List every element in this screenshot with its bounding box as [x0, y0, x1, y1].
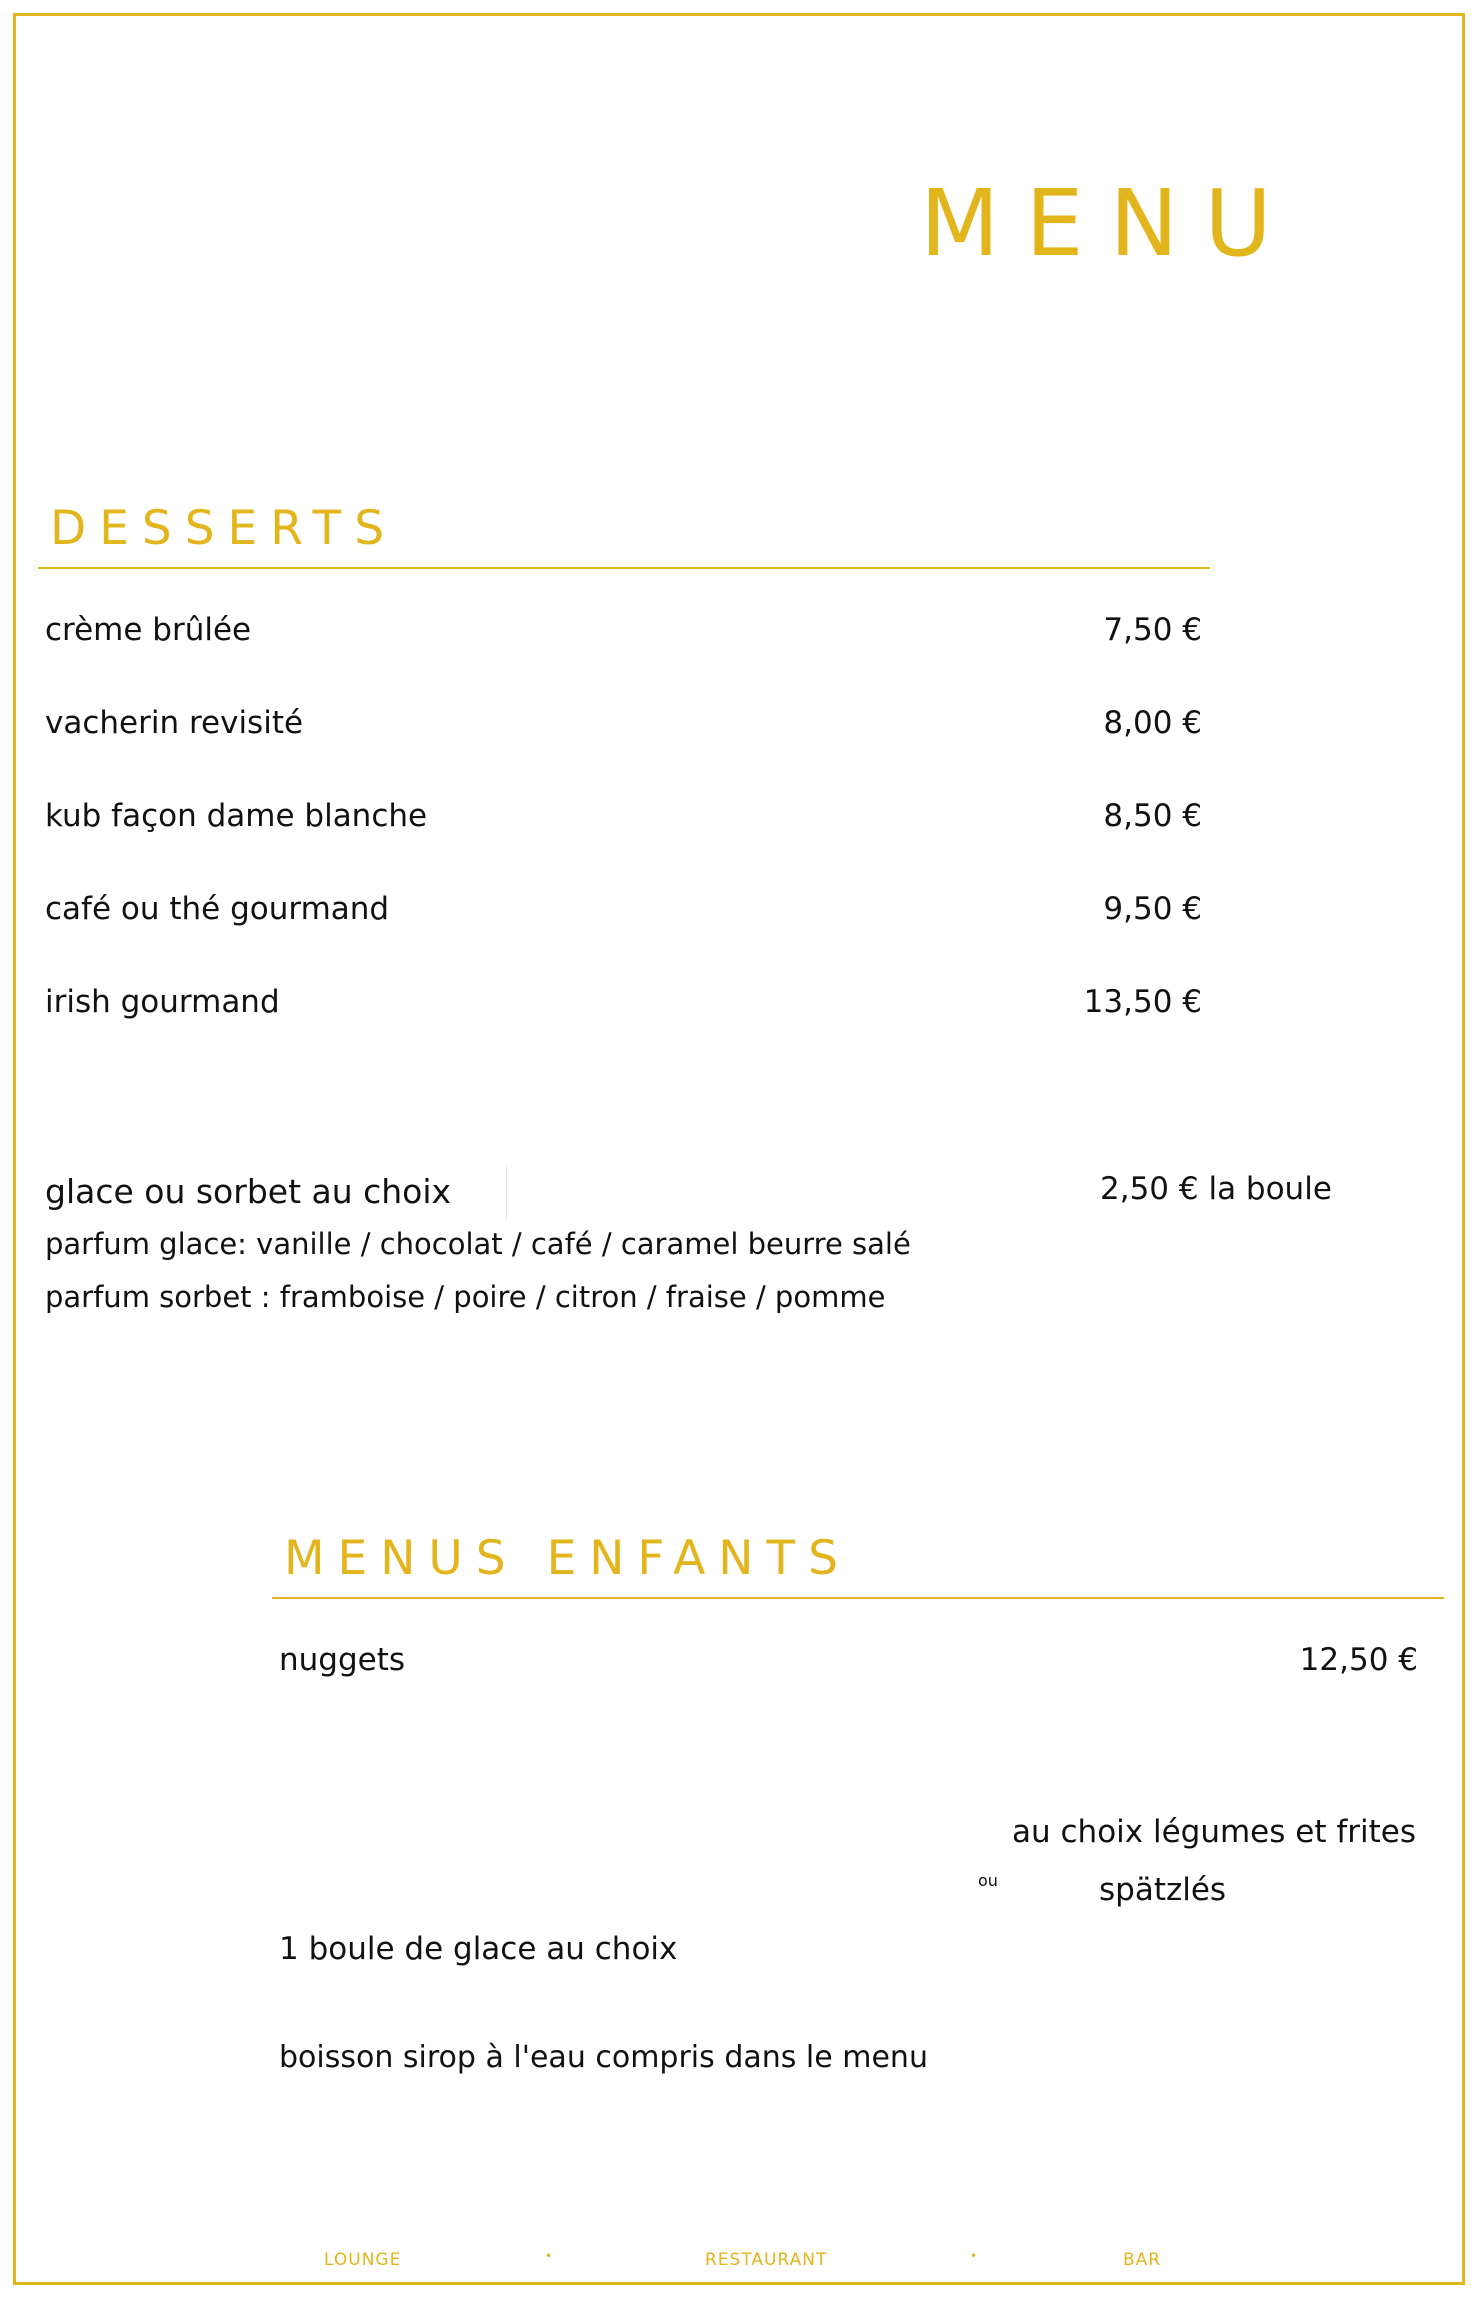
- footer-lounge: LOUNGE: [324, 2250, 402, 2270]
- dessert-price: 13,50 €: [1083, 984, 1202, 1020]
- dessert-price: 7,50 €: [1103, 612, 1202, 648]
- enfants-heading: MENUS ENFANTS: [284, 1531, 852, 1586]
- enfants-glace: 1 boule de glace au choix: [279, 1931, 678, 1967]
- footer-bar: BAR: [1123, 2250, 1162, 2270]
- parfum-glace: parfum glace: vanille / chocolat / café / caramel beurre salé: [45, 1227, 911, 1261]
- dessert-price: 8,50 €: [1103, 798, 1202, 834]
- dessert-name: crème brûlée: [45, 612, 252, 648]
- dessert-name: café ou thé gourmand: [45, 891, 390, 927]
- dessert-price: 9,50 €: [1103, 891, 1202, 927]
- footer-separator: •: [970, 2249, 979, 2263]
- glace-name: glace ou sorbet au choix: [45, 1172, 452, 1211]
- enfants-boisson: boisson sirop à l'eau compris dans le menu: [279, 2040, 928, 2075]
- dessert-name: kub façon dame blanche: [45, 798, 428, 834]
- menu-title: MENU: [920, 170, 1298, 277]
- glace-price: 2,50 € la boule: [1100, 1171, 1332, 1207]
- enfants-item-price: 12,50 €: [1299, 1642, 1418, 1678]
- enfants-item-name: nuggets: [279, 1642, 406, 1678]
- parfum-sorbet: parfum sorbet : framboise / poire / citron / fraise / pomme: [45, 1280, 886, 1314]
- au-choix-text: au choix légumes et frites: [1012, 1814, 1416, 1850]
- enfants-rule: [272, 1597, 1444, 1599]
- glace-divider: [506, 1166, 507, 1220]
- dessert-price: 8,00 €: [1103, 705, 1202, 741]
- dessert-name: vacherin revisité: [45, 705, 304, 741]
- desserts-heading: DESSERTS: [50, 501, 398, 556]
- desserts-rule: [38, 567, 1210, 569]
- footer-separator: •: [545, 2249, 554, 2263]
- spaetzles-text: spätzlés: [1099, 1872, 1227, 1908]
- page-border: [13, 13, 1465, 2285]
- dessert-name: irish gourmand: [45, 984, 280, 1020]
- ou-text: ou: [978, 1871, 998, 1890]
- footer-restaurant: RESTAURANT: [705, 2250, 828, 2270]
